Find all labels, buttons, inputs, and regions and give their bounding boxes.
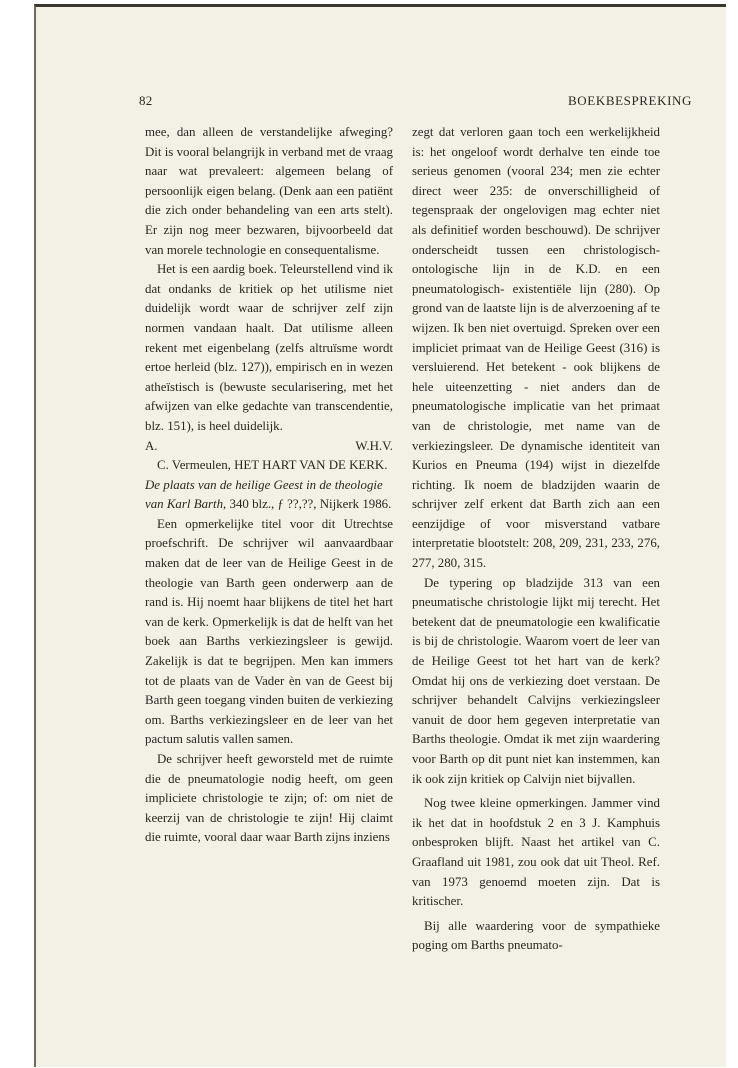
review-subtitle: De plaats van de heilige Geest in de theologie van Karl Barth, (145, 477, 383, 512)
paragraph: Bij alle waardering voor de sympathieke poging om Barths pneumato- (412, 918, 660, 953)
paragraph: Nog twee kleine opmerkingen. Jammer vind ik het dat in hoofdstuk 2 en 3 J. Kamphuis onbesproken blijft. Naast het artikel van C. Graafland uit 1981, zou ook dat uit Theol. Ref. van 1973 genoemd moeten zijn. Dat is kritischer. (412, 796, 660, 909)
running-title: BOEKBESPREKING (568, 93, 692, 108)
paragraph: Het is een aardig boek. Teleurstellend vind ik dat ondanks de kritiek op het utilisme niet duidelijk wordt waar de schrijver zelf zijn normen vandaan haalt. Dat utilisme alleen rekent met eigenbelang (zelfs altruïsme wordt ertoe herleid (blz. 127)), empirisch en in wezen atheïstisch is (bewuste secularisering, met het afwijzen van elke gedachte van transcendentie, blz. 151), is heel duidelijk. (145, 262, 393, 433)
review-details: 340 blz., ƒ ??,??, Nijkerk 1986. (229, 497, 392, 512)
signature-initial: A. (145, 438, 158, 453)
paragraph: Een opmerkelijke titel voor dit Utrechtse proefschrift. De schrijver wil aanvaardbaar maken dat de leer van de Heilige Geest in de theologie van Barth geen onderwerp aan de rand is. Hij noemt haar blijkens de titel het hart van de kerk. Opmerkelijk is dat de helft van het boek aan Barths verkiezingsleer is gewijd. Zakelijk is dat te begrijpen. Men kan immers tot de plaats van de Vader èn van de Geest bij Barth geen toegang vinden buiten de verkiezing om. Barths verkiezingsleer en de leer van het pactum salutis vallen samen. (145, 516, 393, 747)
paragraph: De schrijver heeft geworsteld met de ruimte die de pneumatologie nodig heeft, om geen impliciete christologie te zijn; of: om niet de keerzij van de christologie te zijn! Hij claimt die ruimte, vooral daar waar Barth zijns inziens (145, 752, 393, 845)
page-number: 82 (139, 93, 153, 108)
signature-reviewer: W.H.V. (355, 438, 393, 453)
left-column (145, 123, 393, 848)
review-signature (145, 437, 393, 457)
paragraph: zegt dat verloren gaan toch een werkelijkheid is: het ongeloof wordt derhalve ten einde toe serieus genomen (vooral 234; men zie echter direct weer 235: de onverschilligheid of tegenspraak der ongelovigen mag echter niet als definitief worden beschouwd). De schrijver onderscheidt tussen een christologischontologische lijn in de K.D. en een pneumatologisch- existentiële lijn (280). Op grond van de laatste lijn is de alverzoening af te wijzen. Ik ben niet overtuigd. Spreken over een impliciet primaat van de Heilige Geest (316) is versluierend. Het betekent - ook blijkens de hele uiteenzetting - niet anders dan de pneumatologische implicatie van het primaat van de christologie, met name van de verkiezingsleer. De dynamische identiteit van Kurios en Pneuma (194) wijst in diezelfde richting. Ik noem de bladzijden waarin de schrijver zelf erkent dat Barth zich aan een eenzijdige of voor misverstand vatbare interpretatie blootstelt: 208, 209, 231, 233, 276, 277, 280, 315. (412, 125, 660, 571)
review-heading (145, 456, 393, 515)
paragraph: mee, dan alleen de verstandelijke afweging? Dit is vooral belangrijk in verband met de vraag naar wat prevaleert: algemeen belang of persoonlijk eigen belang. (Denk aan een patiënt die zich onder behandeling van een arts stelt). Er zijn nog meer bezwaren, bijvoorbeeld dat van morele technologie en consequentalisme. (145, 125, 393, 257)
running-header (139, 93, 692, 113)
paragraph: De typering op bladzijde 313 van een pneumatische christologie lijkt mij terecht. Het betekent dat de pneumatologie een kwalificatie is bij de christologie. Waarom voert de leer van de Heilige Geest tot het hart van de kerk? Omdat hij ons de verkiezing doet verstaan. De schrijver behandelt Calvijns verkiezingsleer vanuit de door hem gegeven interpretatie van Barths theologie. Omdat ik met zijn waardering voor Barth op dit punt niet kan instemmen, kan ik ook zijn kritiek op Calvijn niet bijvallen. (412, 575, 660, 786)
review-author-title: C. Vermeulen, HET HART VAN DE KERK. (157, 458, 388, 473)
right-column (412, 123, 660, 956)
